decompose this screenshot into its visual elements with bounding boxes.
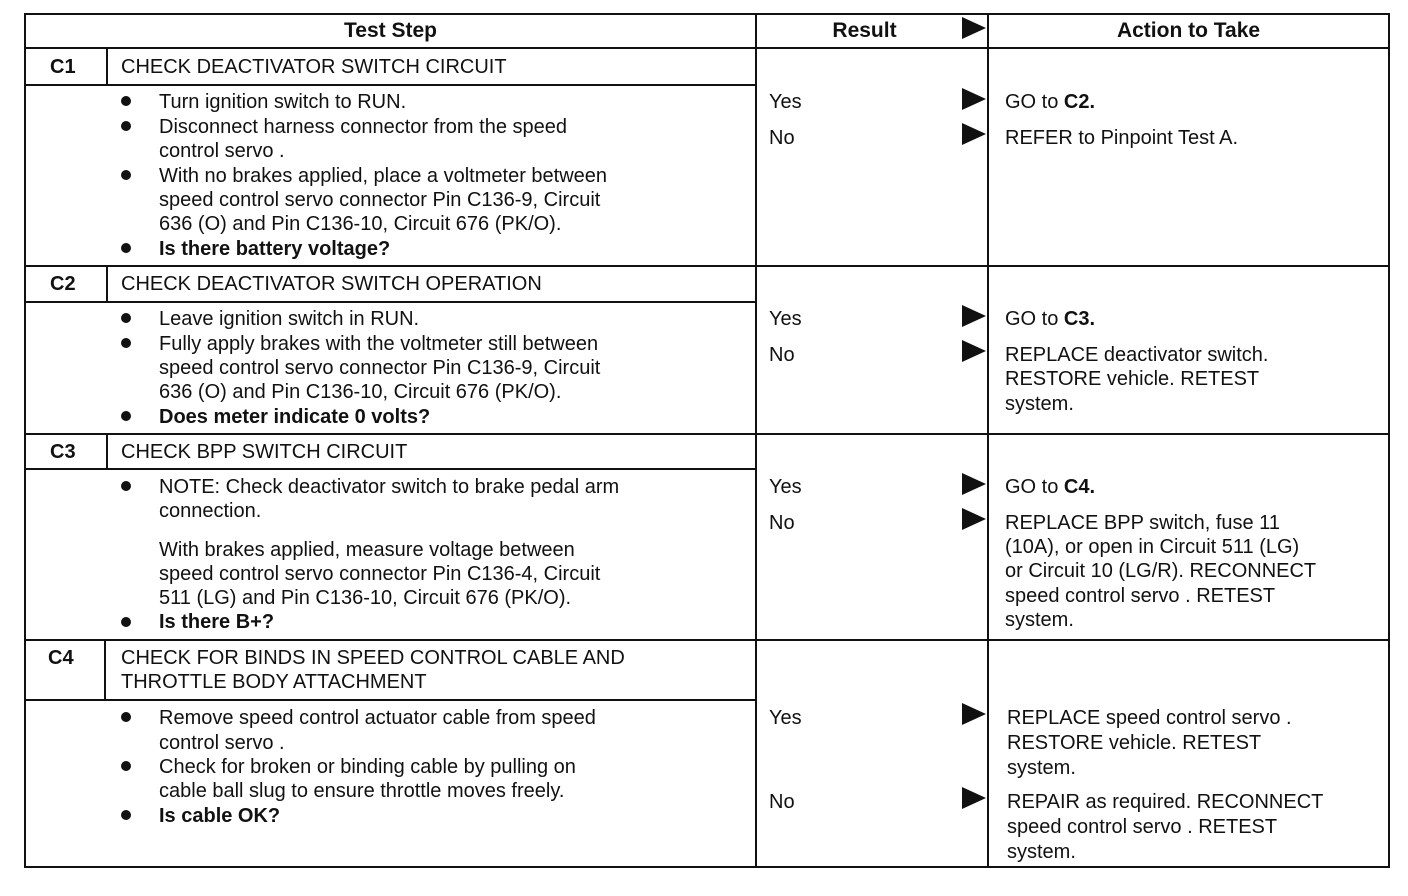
bullet-icon xyxy=(121,96,131,106)
bullet-icon xyxy=(121,481,131,491)
frame-left xyxy=(24,13,26,868)
action-text: REFER to Pinpoint Test A. xyxy=(1005,127,1239,149)
action-text: REPLACE BPP switch, fuse 11 xyxy=(1005,512,1280,534)
step-instruction: Leave ignition switch in RUN. xyxy=(159,308,420,330)
action-text: system. xyxy=(1005,609,1074,631)
step-instruction: connection. xyxy=(159,500,262,522)
bullet-icon xyxy=(121,810,131,820)
action-text: REPAIR as required. RECONNECT xyxy=(1007,791,1324,813)
action-text: or Circuit 10 (LG/R). RECONNECT xyxy=(1005,560,1317,582)
bullet-icon xyxy=(121,411,131,421)
step-instruction: Fully apply brakes with the voltmeter still between xyxy=(159,333,599,355)
arrow-icon xyxy=(962,508,986,530)
bullet-icon xyxy=(121,121,131,131)
step-instruction: Disconnect harness connector from the speed xyxy=(159,116,567,138)
action-step-ref: C3. xyxy=(1063,308,1096,330)
id-box-divider xyxy=(106,434,108,469)
bullet-icon xyxy=(121,313,131,323)
step-instruction: With no brakes applied, place a voltmeter between xyxy=(159,165,608,187)
step-title: CHECK DEACTIVATOR SWITCH CIRCUIT xyxy=(121,56,507,78)
step-question: Does meter indicate 0 volts? xyxy=(159,406,431,428)
col-divider-action xyxy=(987,13,989,868)
step-question: Is there battery voltage? xyxy=(159,238,391,260)
result-label: No xyxy=(769,344,795,366)
header-result: Result xyxy=(832,19,897,42)
arrow-icon xyxy=(962,340,986,362)
action-text xyxy=(1005,90,1095,114)
arrow-icon xyxy=(962,123,986,145)
arrow-icon xyxy=(962,703,986,725)
step-separator xyxy=(24,433,1390,435)
title-box-divider xyxy=(24,301,757,303)
action-text xyxy=(1005,475,1095,499)
step-question: Is cable OK? xyxy=(159,805,281,827)
action-text: system. xyxy=(1007,757,1076,779)
action-text xyxy=(1005,307,1095,331)
header-test-step: Test Step xyxy=(344,19,437,42)
step-instruction: NOTE: Check deactivator switch to brake pedal arm xyxy=(159,476,620,498)
step-title: CHECK BPP SWITCH CIRCUIT xyxy=(121,441,408,463)
bullet-icon xyxy=(121,761,131,771)
step-title: CHECK FOR BINDS IN SPEED CONTROL CABLE AND xyxy=(121,647,625,669)
action-step-ref: C2. xyxy=(1063,91,1096,113)
result-label: Yes xyxy=(769,91,802,113)
title-box-divider xyxy=(24,84,757,86)
action-text: system. xyxy=(1005,393,1074,415)
frame-top xyxy=(24,13,1390,15)
header-action: Action to Take xyxy=(1116,19,1261,42)
step-instruction: control servo . xyxy=(159,732,285,754)
action-step-ref: C4. xyxy=(1063,476,1096,498)
result-label: Yes xyxy=(769,308,802,330)
result-label: Yes xyxy=(769,707,802,729)
step-instruction: Check for broken or binding cable by pulling on xyxy=(159,756,576,778)
id-box-divider xyxy=(104,640,106,700)
bullet-icon xyxy=(121,617,131,627)
result-label: No xyxy=(769,512,795,534)
step-title: THROTTLE BODY ATTACHMENT xyxy=(121,671,427,693)
action-text: system. xyxy=(1007,841,1076,863)
action-text: (10A), or open in Circuit 511 (LG) xyxy=(1005,536,1300,558)
bullet-icon xyxy=(121,712,131,722)
bullet-icon xyxy=(121,338,131,348)
action-text: RESTORE vehicle. RETEST xyxy=(1005,368,1260,390)
action-text: speed control servo . RETEST xyxy=(1007,816,1278,838)
arrow-icon xyxy=(962,305,986,327)
action-prefix: GO to xyxy=(1005,91,1064,113)
step-id: C4 xyxy=(48,647,74,669)
action-text: REPLACE speed control servo . xyxy=(1007,707,1292,729)
action-text: REPLACE deactivator switch. xyxy=(1005,344,1269,366)
result-label: No xyxy=(769,127,795,149)
frame-bottom xyxy=(24,866,1390,868)
step-instruction: speed control servo connector Pin C136-4, Circuit xyxy=(159,563,601,585)
arrow-icon xyxy=(962,473,986,495)
step-instruction: Remove speed control actuator cable from speed xyxy=(159,707,596,729)
arrow-icon xyxy=(962,88,986,110)
step-instruction: 636 (O) and Pin C136-10, Circuit 676 (PK/O). xyxy=(159,213,562,235)
step-instruction: cable ball slug to ensure throttle moves freely. xyxy=(159,780,565,802)
arrow-icon xyxy=(962,17,986,39)
step-instruction: control servo . xyxy=(159,140,285,162)
step-id: C3 xyxy=(50,441,76,463)
step-instruction: Turn ignition switch to RUN. xyxy=(159,91,407,113)
step-separator xyxy=(24,265,1390,267)
id-box-divider xyxy=(106,48,108,85)
bullet-icon xyxy=(121,243,131,253)
step-id: C1 xyxy=(50,56,76,78)
action-prefix: GO to xyxy=(1005,308,1064,330)
step-separator xyxy=(24,639,1390,641)
result-label: Yes xyxy=(769,476,802,498)
frame-right xyxy=(1388,13,1390,868)
result-label: No xyxy=(769,791,795,813)
arrow-icon xyxy=(962,787,986,809)
action-text: RESTORE vehicle. RETEST xyxy=(1007,732,1262,754)
id-box-divider xyxy=(106,266,108,302)
bullet-icon xyxy=(121,170,131,180)
step-instruction: speed control servo connector Pin C136-9, Circuit xyxy=(159,189,601,211)
step-id: C2 xyxy=(50,273,76,295)
header-bottom xyxy=(24,47,1390,49)
title-box-divider xyxy=(24,468,757,470)
step-instruction: With brakes applied, measure voltage between xyxy=(159,539,575,561)
col-divider-result xyxy=(755,13,757,868)
step-instruction: speed control servo connector Pin C136-9, Circuit xyxy=(159,357,601,379)
action-prefix: GO to xyxy=(1005,476,1064,498)
action-text: speed control servo . RETEST xyxy=(1005,585,1276,607)
step-instruction: 636 (O) and Pin C136-10, Circuit 676 (PK/O). xyxy=(159,381,562,403)
step-title: CHECK DEACTIVATOR SWITCH OPERATION xyxy=(121,273,542,295)
title-box-divider xyxy=(24,699,757,701)
step-question: Is there B+? xyxy=(159,611,275,633)
step-instruction: 511 (LG) and Pin C136-10, Circuit 676 (PK/O). xyxy=(159,587,572,609)
